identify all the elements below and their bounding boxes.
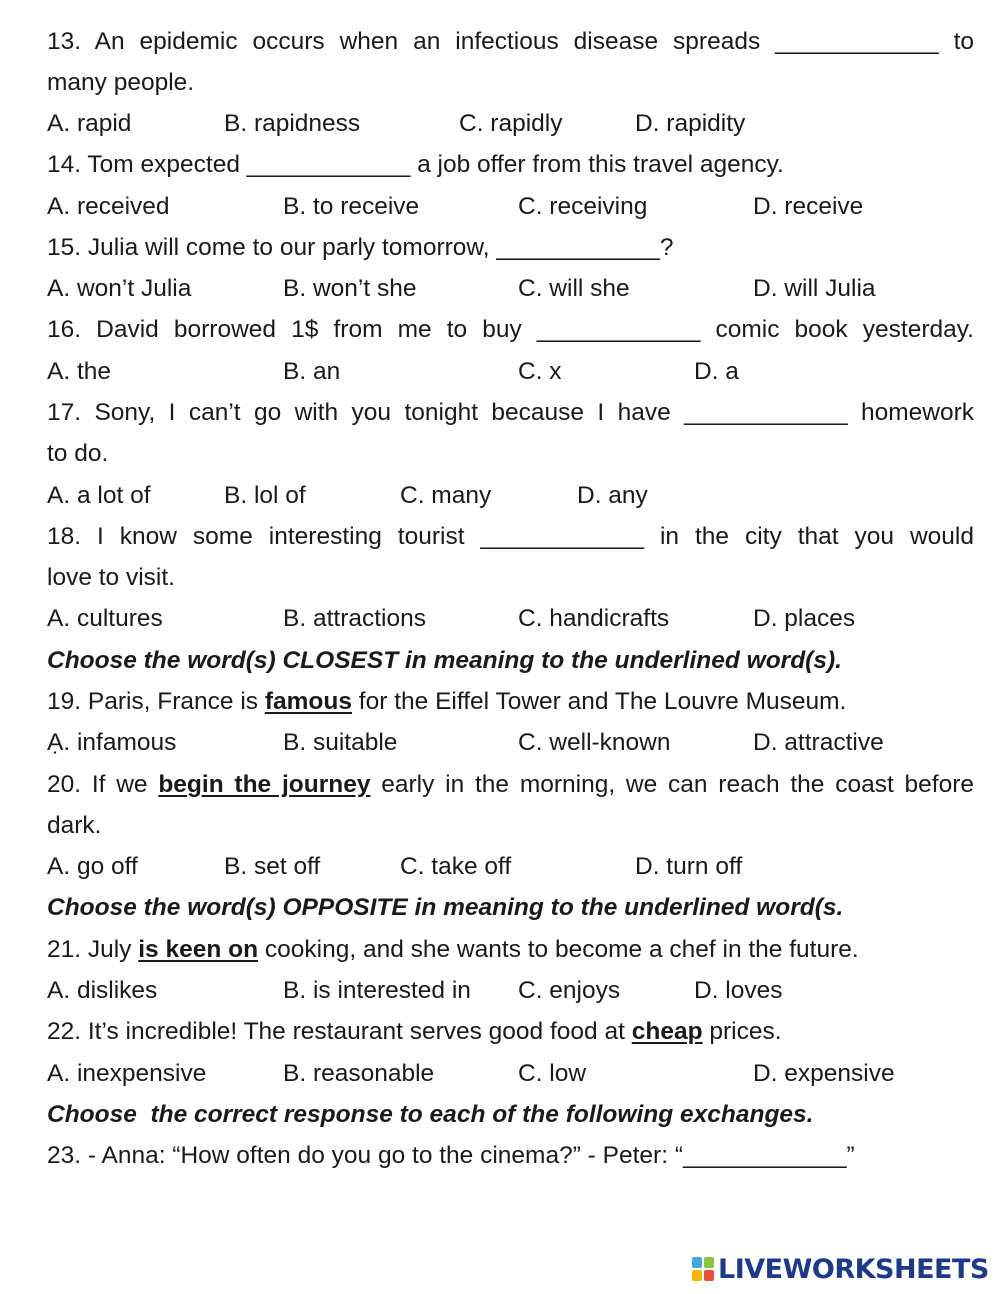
q14-options [47, 186, 974, 227]
q18-option-b: B. attractions [283, 605, 426, 632]
q20-option-a: A. go off [47, 853, 138, 880]
q23-stem: 23. - Anna: “How often do you go to the cinema?” - Peter: “____________” [47, 1142, 855, 1169]
liveworksheets-logo-mark-icon [692, 1257, 714, 1281]
liveworksheets-logo [692, 1252, 989, 1286]
q19-underlined-word: famous [264, 688, 352, 715]
q18-option-a: A. cultures [47, 605, 163, 632]
instruction-closest-meaning: Choose the word(s) CLOSEST in meaning to the underlined word(s). [47, 647, 842, 674]
q15-stem: 15. Julia will come to our parly tomorrow, ____________? [47, 234, 674, 261]
q18-options [47, 598, 974, 639]
q22-options [47, 1053, 974, 1094]
q16-option-a: A. the [47, 358, 112, 385]
q14-option-d: D. receive [753, 193, 864, 220]
liveworksheets-logo-text: LIVEWORKSHEETS [718, 1253, 989, 1285]
q18-stem-line1: 18. I know some interesting tourist ____________ in the city that you would [47, 523, 974, 550]
q21-option-d: D. loves [694, 977, 783, 1004]
q20-stem-pre: 20. If we [47, 771, 159, 798]
q16-options [47, 351, 974, 392]
q21-stem [47, 929, 974, 970]
q21-underlined-phrase: is keen on [138, 936, 259, 963]
logo-square-3 [692, 1270, 702, 1281]
q17-options [47, 475, 974, 516]
q14-option-b: B. to receive [283, 193, 420, 220]
q19-stem-pre: 19. Paris, France is [47, 688, 265, 715]
q13-option-a: A. rapid [47, 110, 132, 137]
q16-stem: 16. David borrowed 1$ from me to buy ____________ comic book yesterday. [47, 316, 974, 343]
q17-option-a: A. a lot of [47, 482, 151, 509]
q21-stem-pre: 21. July [47, 936, 139, 963]
q20-option-b: B. set off [224, 853, 321, 880]
q13-stem-line1: 13. An epidemic occurs when an infectious disease spreads ____________ to [47, 28, 974, 55]
q16-option-c: C. x [518, 358, 562, 385]
q14-option-c: C. receiving [518, 193, 648, 220]
q21-stem-post: cooking, and she wants to become a chef in the future. [258, 936, 859, 963]
q19-options [47, 722, 974, 763]
instruction-opposite-meaning: Choose the word(s) OPPOSITE in meaning to the underlined word(s. [47, 894, 844, 921]
q21-option-c: C. enjoys [518, 977, 621, 1004]
q20-stem-line1 [47, 764, 974, 805]
q19-option-c: C. well-known [518, 729, 671, 756]
q21-option-b: B. is interested in [283, 977, 471, 1004]
q19-option-a: Ạ. infamous [47, 729, 177, 756]
q15-option-b: B. won’t she [283, 275, 417, 302]
q20-stem-post: early in the morning, we can reach the coast before [370, 771, 974, 798]
q22-option-b: B. reasonable [283, 1060, 435, 1087]
q19-stem-post: for the Eiffel Tower and The Louvre Museum. [352, 688, 847, 715]
q15-options [47, 268, 974, 309]
q19-option-d: D. attractive [753, 729, 884, 756]
q21-options [47, 970, 974, 1011]
q19-stem [47, 681, 974, 722]
q17-option-b: B. lol of [224, 482, 306, 509]
q14-stem: 14. Tom expected ____________ a job offer from this travel agency. [47, 151, 784, 178]
q16-option-d: D. a [694, 358, 739, 385]
q18-stem-line2: love to visit. [47, 564, 175, 591]
q16-option-b: B. an [283, 358, 341, 385]
q15-option-d: D. will Julia [753, 275, 876, 302]
q18-option-d: D. places [753, 605, 856, 632]
instruction-correct-response: Choose the correct response to each of the following exchanges. [47, 1101, 814, 1128]
q22-stem-post: prices. [702, 1018, 782, 1045]
q22-option-a: A. inexpensive [47, 1060, 207, 1087]
q20-stem-line2: dark. [47, 812, 102, 839]
q13-stem-line2: many people. [47, 69, 195, 96]
q15-option-a: A. won’t Julia [47, 275, 192, 302]
q22-stem-pre: 22. It’s incredible! The restaurant serves good food at [47, 1018, 632, 1045]
q20-underlined-phrase: begin the journey [158, 771, 371, 798]
q22-option-c: C. low [518, 1060, 587, 1087]
q22-option-d: D. expensive [753, 1060, 895, 1087]
q13-option-c: C. rapidly [459, 110, 563, 137]
q20-option-c: C. take off [400, 853, 512, 880]
q15-option-c: C. will she [518, 275, 630, 302]
q22-stem [47, 1011, 974, 1052]
logo-square-4 [704, 1270, 714, 1281]
q19-option-b: B. suitable [283, 729, 398, 756]
logo-square-2 [704, 1257, 714, 1268]
q18-option-c: C. handicrafts [518, 605, 670, 632]
q17-option-d: D. any [577, 482, 648, 509]
q17-stem-line1: 17. Sony, I can’t go with you tonight because I have ____________ homework [47, 399, 974, 426]
q14-option-a: A. received [47, 193, 170, 220]
q20-options [47, 846, 974, 887]
q13-option-b: B. rapidness [224, 110, 361, 137]
q22-underlined-word: cheap [631, 1018, 703, 1045]
q13-options [47, 103, 974, 144]
q21-option-a: A. dislikes [47, 977, 158, 1004]
q17-option-c: C. many [400, 482, 492, 509]
q20-option-d: D. turn off [635, 853, 743, 880]
q17-stem-line2: to do. [47, 440, 109, 467]
q13-option-d: D. rapidity [635, 110, 746, 137]
logo-square-1 [692, 1257, 702, 1268]
